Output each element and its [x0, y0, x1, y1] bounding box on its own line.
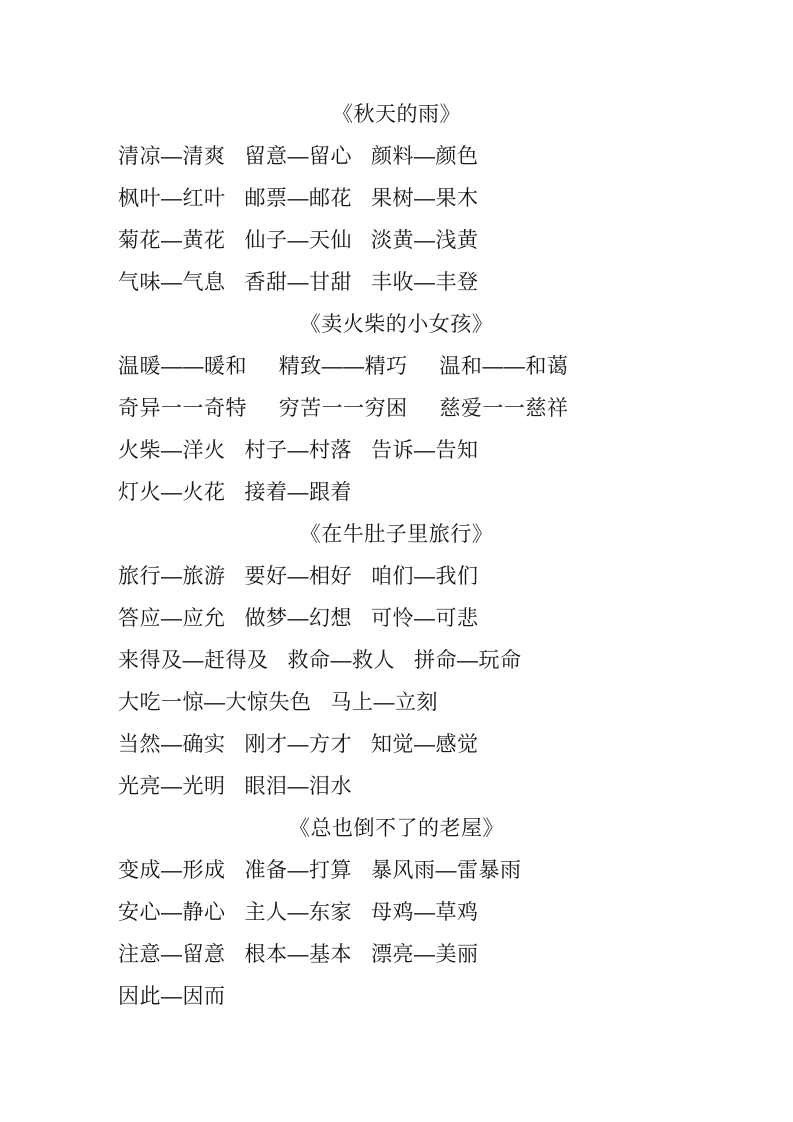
synonym-line: 因此—因而	[118, 985, 226, 1008]
synonym-line: 气味—气息 香甜—甘甜 丰收—丰登	[118, 271, 479, 294]
synonym-line: 当然—确实 刚才—方才 知觉—感觉	[118, 733, 479, 756]
synonym-line: 来得及—赶得及 救命—救人 拼命—玩命	[118, 649, 522, 672]
synonym-line: 变成—形成 准备—打算 暴风雨—雷暴雨	[118, 859, 522, 882]
section-title-old-house-never-falls: 《总也倒不了的老屋》	[289, 817, 504, 840]
synonym-line: 温暖——暖和 精致——精巧 温和——和蔼	[118, 355, 569, 378]
synonym-line: 清凉—清爽 留意—留心 颜料—颜色	[118, 145, 479, 168]
synonym-line: 菊花—黄花 仙子—天仙 淡黄—浅黄	[118, 229, 479, 252]
synonym-line: 光亮—光明 眼泪—泪水	[118, 775, 353, 798]
synonym-line: 枫叶—红叶 邮票—邮花 果树—果木	[118, 187, 479, 210]
synonym-line: 注意—留意 根本—基本 漂亮—美丽	[118, 943, 479, 966]
section-title-little-match-girl: 《卖火柴的小女孩》	[299, 313, 494, 336]
synonym-line: 奇异一一奇特 穷苦一一穷困 慈爱一一慈祥	[118, 397, 569, 420]
synonym-line: 旅行—旅游 要好—相好 咱们—我们	[118, 565, 479, 588]
synonym-line: 火柴—洋火 村子—村落 告诉—告知	[118, 439, 479, 462]
section-title-travel-in-cow-belly: 《在牛肚子里旅行》	[299, 523, 494, 546]
section-title-autumn-rain: 《秋天的雨》	[332, 103, 461, 126]
synonym-line: 大吃一惊—大惊失色 马上—立刻	[118, 691, 439, 714]
synonym-line: 安心—静心 主人—东家 母鸡—草鸡	[118, 901, 479, 924]
synonym-line: 灯火—火花 接着—跟着	[118, 481, 353, 504]
synonym-line: 答应—应允 做梦—幻想 可怜—可悲	[118, 607, 479, 630]
